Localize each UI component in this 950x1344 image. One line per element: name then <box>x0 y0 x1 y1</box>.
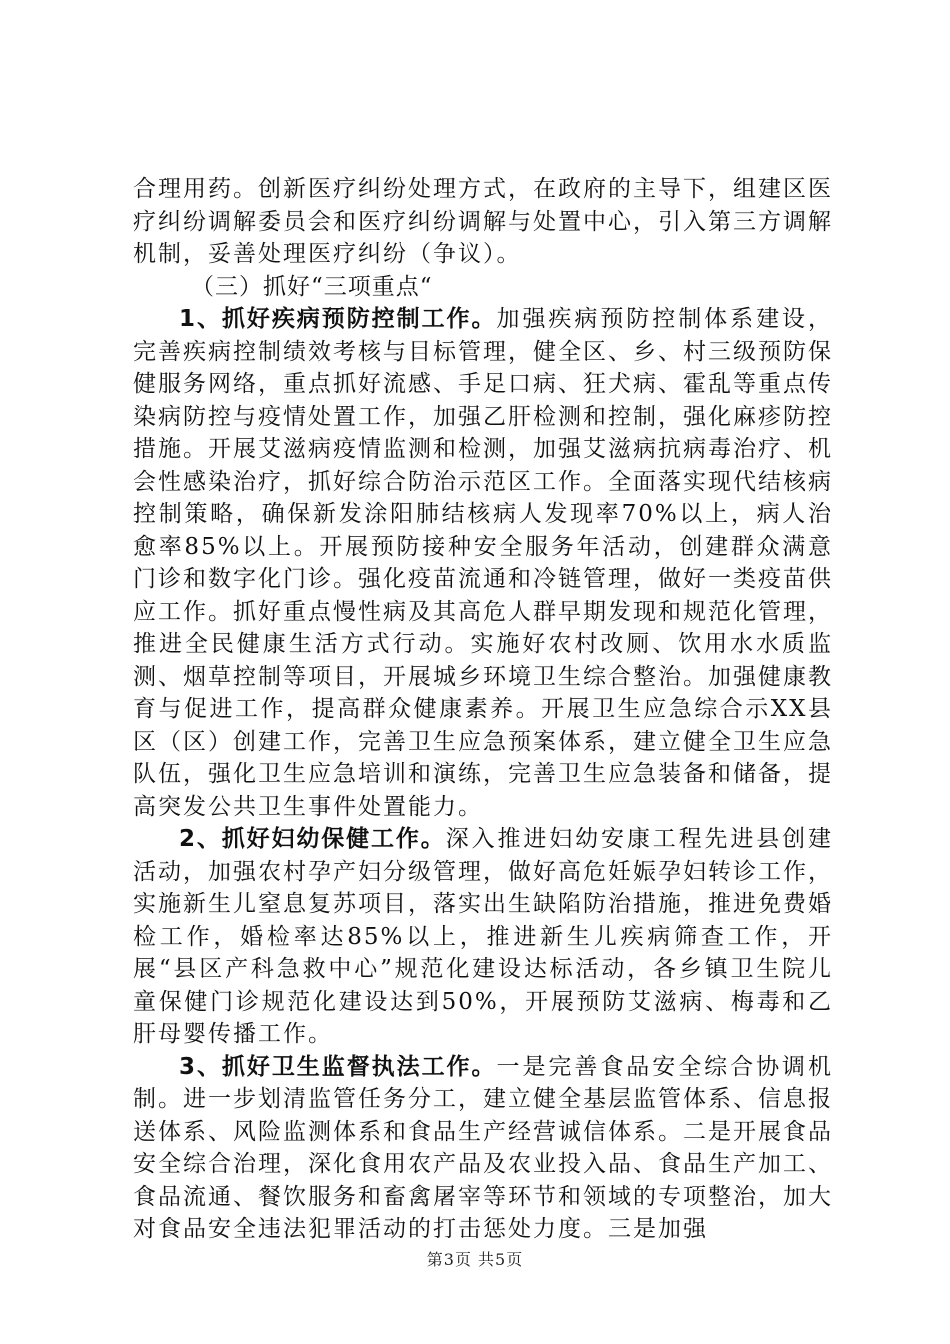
paragraph-text: 一是完善食品安全综合协调机制。进一步划清监管任务分工，建立健全基层监管体系、信息报送体系、风险监测体系和食品生产经营诚信体系。二是开展食品安全综合治理，深化食用农产品及农业投入品、食品生产加工、食品流通、餐饮服务和畜禽屠宰等环节和领域的专项整治，加大对食品安全违法犯罪活动的打击惩处力度。三是加强 <box>133 1053 833 1242</box>
paragraph-lead: 2、抓好妇幼保健工作。 <box>179 826 446 852</box>
paragraph-lead: 3、抓好卫生监督执法工作。 <box>179 1053 497 1080</box>
paragraph-text: 加强疾病预防控制体系建设，完善疾病控制绩效考核与目标管理，健全区、乡、村三级预防保健服务网络，重点抓好流感、手足口病、狂犬病、霍乱等重点传染病防控与疫情处置工作，加强乙肝检测和控制，强化麻疹防控措施。开展艾滋病疫情监测和检测，加强艾滋病抗病毒治疗、机会性感染治疗，抓好综合防治示范区工作。全面落实现代结核病控制策略，确保新发涂阳肺结核病人发现率70%以上，病人治愈率85%以上。开展预防接种安全服务年活动，创建群众满意门诊和数字化门诊。强化疫苗流通和冷链管理，做好一类疫苗供应工作。抓好重点慢性病及其高危人群早期发现和规范化管理，推进全民健康生活方式行动。实施好农村改厕、饮用水水质监测、烟草控制等项目，开展城乡环境卫生综合整治。加强健康教育与促进工作，提高群众健康素养。开展卫生应急综合示XX县区（区）创建工作，完善卫生应急预案体系，建立健全卫生应急队伍，强化卫生应急培训和演练，完善卫生应急装备和储备，提高突发公共卫生事件处置能力。 <box>133 306 833 820</box>
page-number-footer: 第3页 共5页 <box>426 1250 524 1269</box>
paragraph-text: 深入推进妇幼安康工程先进县创建活动，加强农村孕产妇分级管理，做好高危妊娠孕妇转诊工作，实施新生儿窒息复苏项目，落实出生缺陷防治措施，推进免费婚检工作，婚检率达85%以上，推进新生儿疾病筛查工作，开展“县区产科急救中心”规范化建设达标活动，各乡镇卫生院儿童保健门诊规范化建设达到50%，开展预防艾滋病、梅毒和乙肝母婴传播工作。 <box>133 826 833 1047</box>
paragraph-lead: 1、抓好疾病预防控制工作。 <box>179 306 497 332</box>
paragraph-maternal-child-health <box>133 823 833 1051</box>
paragraph-health-supervision <box>133 1051 833 1246</box>
section-heading: （三）抓好“三项重点“ <box>191 273 433 300</box>
paragraph-disease-control <box>133 303 833 823</box>
document-body <box>133 173 833 1246</box>
paragraph-continuation: 合理用药。创新医疗纠纷处理方式，在政府的主导下，组建区医疗纠纷调解委员会和医疗纠纷调解与处置中心，引入第三方调解机制，妥善处理医疗纠纷（争议）。 <box>133 176 833 267</box>
